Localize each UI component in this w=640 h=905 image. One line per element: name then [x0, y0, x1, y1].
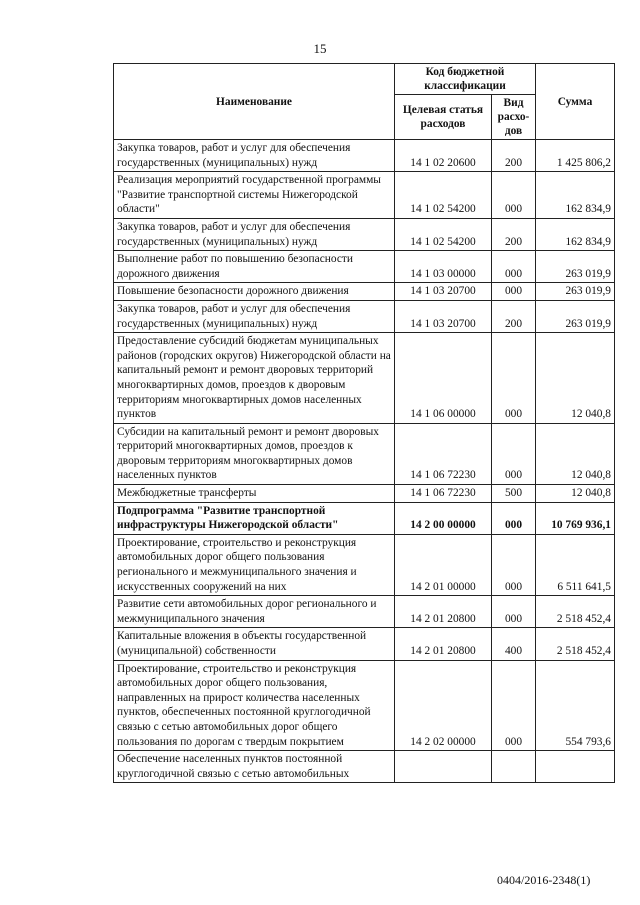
row-name-cell: Закупка товаров, работ и услуг для обеспечения государственных (муниципальных) нужд: [114, 218, 395, 250]
row-kind-cell: 000: [492, 660, 536, 751]
document-number: 0404/2016-2348(1): [497, 873, 591, 887]
table-row: [114, 502, 615, 534]
row-kind-cell: 000: [492, 172, 536, 219]
row-name-cell: Субсидии на капитальный ремонт и ремонт дворовых территорий многоквартирных домов, проездов к дворовым территориям многоквартирных домов населенных пунктов: [114, 423, 395, 484]
row-name-cell: Повышение безопасности дорожного движения: [114, 283, 395, 301]
row-name-cell: Закупка товаров, работ и услуг для обеспечения государственных (муниципальных) нужд: [114, 140, 395, 172]
row-kind-cell: 500: [492, 485, 536, 503]
header-name: Наименование: [114, 64, 395, 140]
table-row: [114, 172, 615, 219]
row-kind-cell: 000: [492, 423, 536, 484]
row-code-cell: 14 2 01 20800: [395, 596, 492, 628]
row-code-cell: 14 1 03 20700: [395, 300, 492, 332]
header-row-1: [114, 64, 615, 95]
row-sum-cell: 2 518 452,4: [536, 596, 615, 628]
row-kind-cell: 400: [492, 628, 536, 660]
row-sum-cell: 12 040,8: [536, 333, 615, 424]
row-kind-cell: 200: [492, 218, 536, 250]
row-kind-cell: 000: [492, 534, 536, 595]
row-kind-cell: 200: [492, 140, 536, 172]
row-name-cell: Межбюджетные трансферты: [114, 485, 395, 503]
row-code-cell: 14 2 01 00000: [395, 534, 492, 595]
row-name-cell: Проектирование, строительство и реконструкция автомобильных дорог общего пользования, направленных на прирост количества населенных пунктов, обеспеченных постоянной круглогодичной связью с сетью автомобильных дорог общего пользования по дорогам с твердым покрытием: [114, 660, 395, 751]
row-kind-cell: 200: [492, 300, 536, 332]
row-name-cell: Предоставление субсидий бюджетам муниципальных районов (городских округов) Нижегородской области на капитальный ремонт и ремонт дворовых территорий многоквартирных домов, проездов к дворовым территориям многоквартирных домов населенных пунктов: [114, 333, 395, 424]
row-code-cell: [395, 751, 492, 783]
row-sum-cell: 12 040,8: [536, 423, 615, 484]
row-name-cell: Капитальные вложения в объекты государственной (муниципальной) собственности: [114, 628, 395, 660]
row-code-cell: 14 1 02 54200: [395, 172, 492, 219]
row-code-cell: 14 1 06 72230: [395, 423, 492, 484]
row-sum-cell: 162 834,9: [536, 172, 615, 219]
row-kind-cell: 000: [492, 333, 536, 424]
row-name-cell: Обеспечение населенных пунктов постоянной круглогодичной связью с сетью автомобильных: [114, 751, 395, 783]
page-number: 15: [313, 41, 327, 56]
table-row: [114, 218, 615, 250]
row-code-cell: 14 1 03 20700: [395, 283, 492, 301]
row-name-cell: Реализация мероприятий государственной программы "Развитие транспортной системы Нижегородской области": [114, 172, 395, 219]
row-kind-cell: [492, 751, 536, 783]
row-name-cell: Развитие сети автомобильных дорог регионального и межмуниципального значения: [114, 596, 395, 628]
row-code-cell: 14 2 00 00000: [395, 502, 492, 534]
header-code: Целевая статья расходов: [395, 95, 492, 140]
table-row: [114, 628, 615, 660]
row-sum-cell: 6 511 641,5: [536, 534, 615, 595]
table-row: [114, 333, 615, 424]
row-code-cell: 14 1 02 54200: [395, 218, 492, 250]
row-name-cell: Выполнение работ по повышению безопасности дорожного движения: [114, 251, 395, 283]
row-kind-cell: 000: [492, 283, 536, 301]
table-row: [114, 485, 615, 503]
table-row: [114, 660, 615, 751]
row-sum-cell: 263 019,9: [536, 251, 615, 283]
row-sum-cell: 1 425 806,2: [536, 140, 615, 172]
table-row: [114, 423, 615, 484]
row-sum-cell: 263 019,9: [536, 300, 615, 332]
row-code-cell: 14 2 01 20800: [395, 628, 492, 660]
row-sum-cell: 2 518 452,4: [536, 628, 615, 660]
row-name-cell: Подпрограмма "Развитие транспортной инфраструктуры Нижегородской области": [114, 502, 395, 534]
row-name-cell: Проектирование, строительство и реконструкция автомобильных дорог общего пользования регионального и межмуниципального значения и искусственных сооружений на них: [114, 534, 395, 595]
header-sum: Сумма: [536, 64, 615, 140]
header-classification: Код бюджетной классификации: [395, 64, 536, 95]
table-row: [114, 751, 615, 783]
row-code-cell: 14 1 06 00000: [395, 333, 492, 424]
table-row: [114, 300, 615, 332]
budget-table: [113, 63, 615, 783]
row-kind-cell: 000: [492, 502, 536, 534]
row-sum-cell: 10 769 936,1: [536, 502, 615, 534]
row-sum-cell: [536, 751, 615, 783]
row-sum-cell: 263 019,9: [536, 283, 615, 301]
table-row: [114, 596, 615, 628]
header-kind: Вид расхо-дов: [492, 95, 536, 140]
table-row: [114, 251, 615, 283]
row-sum-cell: 554 793,6: [536, 660, 615, 751]
row-code-cell: 14 2 02 00000: [395, 660, 492, 751]
table-row: [114, 140, 615, 172]
row-sum-cell: 12 040,8: [536, 485, 615, 503]
row-kind-cell: 000: [492, 251, 536, 283]
row-code-cell: 14 1 02 20600: [395, 140, 492, 172]
table-row: [114, 534, 615, 595]
row-code-cell: 14 1 06 72230: [395, 485, 492, 503]
table-body: [114, 140, 615, 783]
row-code-cell: 14 1 03 00000: [395, 251, 492, 283]
row-kind-cell: 000: [492, 596, 536, 628]
row-name-cell: Закупка товаров, работ и услуг для обеспечения государственных (муниципальных) нужд: [114, 300, 395, 332]
table-row: [114, 283, 615, 301]
row-sum-cell: 162 834,9: [536, 218, 615, 250]
